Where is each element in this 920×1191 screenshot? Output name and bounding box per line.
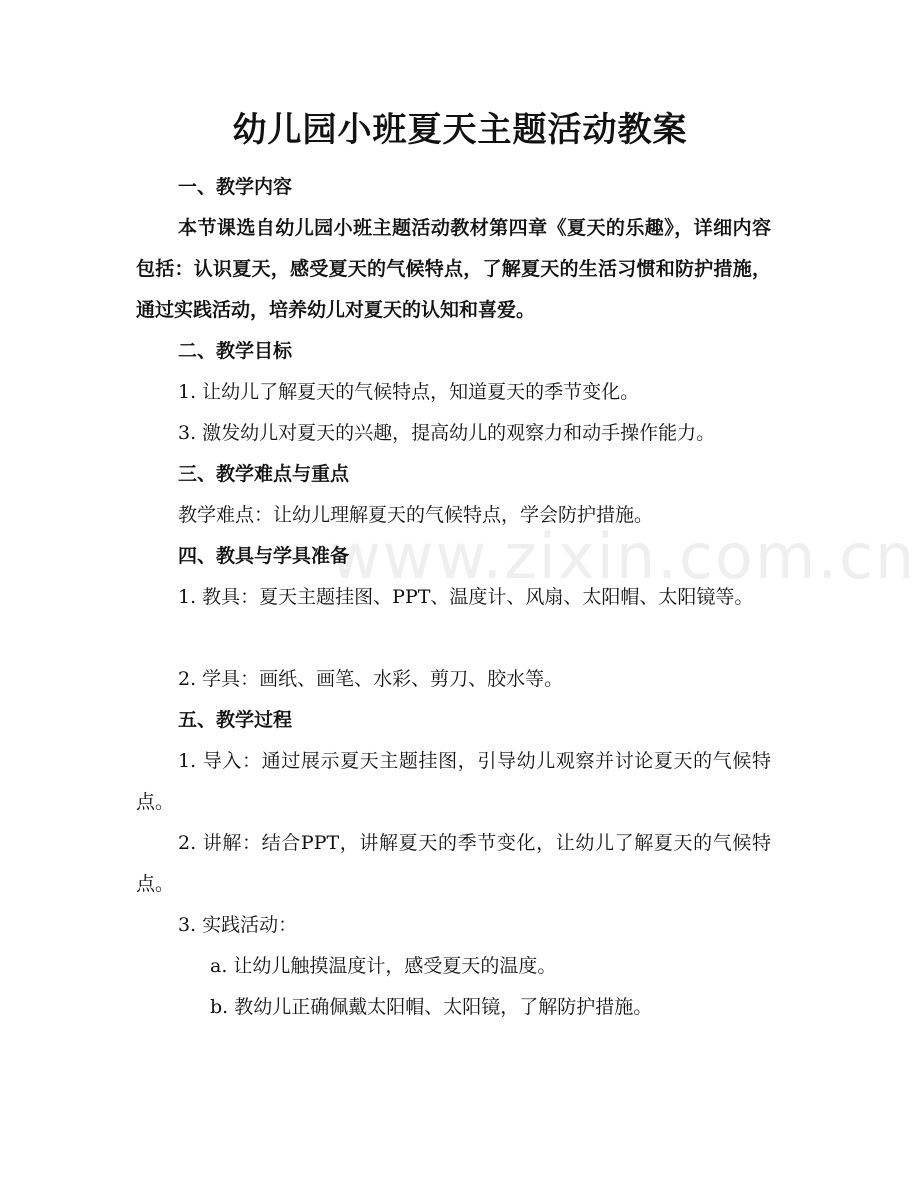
process-item-1: 1. 导入：通过展示夏天主题挂图，引导幼儿观察并讨论夏天的气候特点。 [136,750,771,813]
section-heading-difficulties: 三、教学难点与重点 [178,463,350,485]
section-heading-materials: 四、教具与学具准备 [178,545,350,567]
process-item-3a: a. 让幼儿触摸温度计，感受夏天的温度。 [210,955,557,977]
section-heading-content: 一、教学内容 [178,176,293,198]
page-title: 幼儿园小班夏天主题活动教案 [232,110,688,150]
process-item-3b: b. 教幼儿正确佩戴太阳帽、太阳镜，了解防护措施。 [210,996,653,1018]
process-item-3: 3. 实践活动： [178,914,298,936]
watermark: www.zixin.com.cn [330,520,917,593]
materials-item-1: 1. 教具：夏天主题挂图、PPT、温度计、风扇、太阳帽、太阳镜等。 [178,586,754,608]
goal-item-3: 3. 激发幼儿对夏天的兴趣，提高幼儿的观察力和动手操作能力。 [178,422,716,444]
section-heading-process: 五、教学过程 [178,709,293,731]
section-body-content: 本节课选自幼儿园小班主题活动教材第四章《夏天的乐趣》，详细内容包括：认识夏天，感受夏天的气候特点，了解夏天的生活习惯和防护措施，通过实践活动，培养幼儿对夏天的认知和喜爱。 [136,217,771,321]
goal-item-1: 1. 让幼儿了解夏天的气候特点，知道夏天的季节变化。 [178,381,640,403]
process-item-2: 2. 讲解：结合PPT，讲解夏天的季节变化，让幼儿了解夏天的气候特点。 [136,832,771,895]
section-heading-goals: 二、教学目标 [178,340,293,362]
difficulty-text: 教学难点：让幼儿理解夏天的气候特点，学会防护措施。 [178,504,654,526]
materials-item-2: 2. 学具：画纸、画笔、水彩、剪刀、胶水等。 [178,668,564,690]
